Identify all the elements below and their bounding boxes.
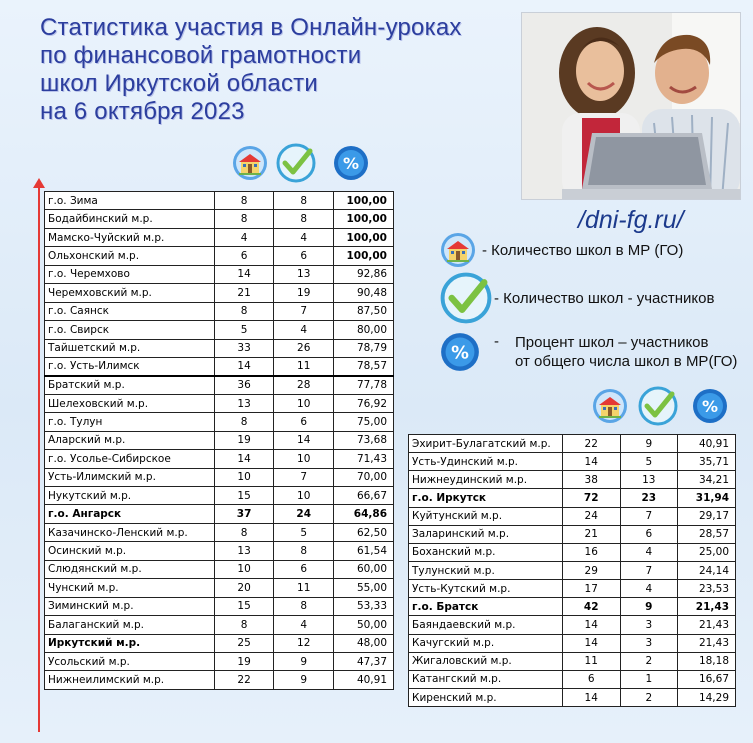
table-row (45, 523, 394, 541)
participants-count-cell: 19 (274, 284, 334, 302)
percent-cell: 24,14 (678, 561, 736, 579)
percent-cell: 29,17 (678, 507, 736, 525)
percent-cell: 21,43 (678, 598, 736, 616)
page-title (40, 14, 520, 126)
district-name-cell: Боханский м.р. (409, 543, 563, 561)
district-name-cell: г.о. Черемхово (45, 265, 215, 283)
participants-count-cell: 9 (274, 652, 334, 670)
schools-count-cell: 6 (214, 247, 274, 265)
schools-count-cell: 37 (214, 505, 274, 523)
percent-cell: 80,00 (334, 321, 394, 339)
district-name-cell: г.о. Иркутск (409, 489, 563, 507)
participants-count-cell: 8 (274, 542, 334, 560)
percent-cell: 75,00 (334, 413, 394, 431)
district-name-cell: Шелеховский м.р. (45, 394, 215, 412)
percent-cell: 71,43 (334, 450, 394, 468)
schools-count-cell: 8 (214, 210, 274, 228)
table-row (45, 468, 394, 486)
participants-count-cell: 14 (274, 431, 334, 449)
table-row (45, 487, 394, 505)
district-name-cell: Качугский м.р. (409, 634, 563, 652)
schools-count-cell: 19 (214, 431, 274, 449)
legend-participants (440, 272, 714, 324)
percent-cell: 48,00 (334, 634, 394, 652)
table-row (45, 228, 394, 246)
schools-count-cell: 15 (214, 487, 274, 505)
district-name-cell: Куйтунский м.р. (409, 507, 563, 525)
participants-count-cell: 7 (620, 507, 678, 525)
table-row (409, 616, 736, 634)
percent-cell: 50,00 (334, 616, 394, 634)
schools-count-cell: 8 (214, 302, 274, 320)
schools-count-cell: 14 (214, 357, 274, 375)
percent-cell: 28,57 (678, 525, 736, 543)
participants-count-cell: 5 (274, 523, 334, 541)
schools-count-cell: 6 (562, 670, 620, 688)
district-name-cell: Братский м.р. (45, 376, 215, 394)
district-name-cell: Иркутский м.р. (45, 634, 215, 652)
district-name-cell: Черемховский м.р. (45, 284, 215, 302)
legend-participants-text: - Количество школ - участников (494, 289, 715, 307)
schools-count-cell: 16 (562, 543, 620, 561)
district-name-cell: Осинский м.р. (45, 542, 215, 560)
participants-count-cell: 6 (274, 247, 334, 265)
table-row (45, 450, 394, 468)
schools-count-cell: 42 (562, 598, 620, 616)
participants-count-cell: 9 (620, 435, 678, 453)
district-name-cell: Усть-Кутский м.р. (409, 580, 563, 598)
percent-cell: 100,00 (334, 228, 394, 246)
schools-count-cell: 19 (214, 652, 274, 670)
district-name-cell: Нижнеудинский м.р. (409, 471, 563, 489)
participants-count-cell: 3 (620, 634, 678, 652)
participants-count-cell: 2 (620, 652, 678, 670)
table-row (45, 671, 394, 689)
participants-count-cell: 9 (620, 598, 678, 616)
schools-count-cell: 5 (214, 321, 274, 339)
table-row (45, 210, 394, 228)
website-link[interactable]: /dni-fg.ru/ (578, 206, 684, 234)
percent-cell: 77,78 (334, 376, 394, 394)
legend-percent-dash: - (494, 333, 499, 350)
table-row (409, 670, 736, 688)
students-laptop-photo (521, 12, 741, 200)
legend-percent (440, 332, 737, 372)
table-row (45, 265, 394, 283)
table-row (409, 634, 736, 652)
participants-count-cell: 13 (620, 471, 678, 489)
table-row (45, 542, 394, 560)
participants-count-cell: 8 (274, 597, 334, 615)
schools-count-cell: 10 (214, 560, 274, 578)
percent-cell: 73,68 (334, 431, 394, 449)
participants-count-cell: 11 (274, 579, 334, 597)
district-name-cell: Казачинско-Ленский м.р. (45, 523, 215, 541)
district-name-cell: Тулунский м.р. (409, 561, 563, 579)
table-row (45, 247, 394, 265)
participants-count-cell: 8 (274, 210, 334, 228)
district-name-cell: Нукутский м.р. (45, 487, 215, 505)
table-row (45, 357, 394, 375)
participants-count-cell: 26 (274, 339, 334, 357)
schools-count-cell: 8 (214, 616, 274, 634)
percent-cell: 40,91 (678, 435, 736, 453)
percent-cell: 14,29 (678, 688, 736, 706)
percent-cell: 66,67 (334, 487, 394, 505)
participants-count-cell: 11 (274, 357, 334, 375)
schools-count-cell: 8 (214, 413, 274, 431)
district-name-cell: Киренский м.р. (409, 688, 563, 706)
schools-count-cell: 14 (214, 450, 274, 468)
participants-count-cell: 28 (274, 376, 334, 394)
participants-count-cell: 7 (274, 468, 334, 486)
percent-cell: 21,43 (678, 616, 736, 634)
table-row (45, 339, 394, 357)
table-row (45, 376, 394, 394)
participants-count-cell: 6 (274, 560, 334, 578)
schools-count-cell: 14 (562, 688, 620, 706)
district-name-cell: г.о. Свирск (45, 321, 215, 339)
participants-count-cell: 1 (620, 670, 678, 688)
district-name-cell: Усть-Илимский м.р. (45, 468, 215, 486)
district-name-cell: Заларинский м.р. (409, 525, 563, 543)
participants-count-cell: 23 (620, 489, 678, 507)
schools-count-cell: 13 (214, 542, 274, 560)
district-name-cell: Слюдянский м.р. (45, 560, 215, 578)
percent-cell: 87,50 (334, 302, 394, 320)
district-name-cell: г.о. Тулун (45, 413, 215, 431)
district-name-cell: Нижнеилимский м.р. (45, 671, 215, 689)
schools-count-cell: 20 (214, 579, 274, 597)
schools-count-cell: 25 (214, 634, 274, 652)
participants-count-cell: 13 (274, 265, 334, 283)
title-line-4: на 6 октября 2023 (40, 98, 245, 125)
participants-count-cell: 6 (274, 413, 334, 431)
participants-count-cell: 4 (274, 321, 334, 339)
table-row (409, 471, 736, 489)
participants-count-cell: 9 (274, 671, 334, 689)
table-row (409, 489, 736, 507)
schools-count-cell: 11 (562, 652, 620, 670)
participants-count-cell: 8 (274, 192, 334, 210)
percent-icon (692, 388, 728, 424)
school-icon (440, 232, 476, 268)
district-name-cell: Аларский м.р. (45, 431, 215, 449)
percent-cell: 35,71 (678, 453, 736, 471)
participants-count-cell: 4 (620, 543, 678, 561)
schools-count-cell: 8 (214, 192, 274, 210)
participants-count-cell: 4 (620, 580, 678, 598)
participants-count-cell: 24 (274, 505, 334, 523)
percent-cell: 61,54 (334, 542, 394, 560)
table-row (45, 321, 394, 339)
schools-count-cell: 14 (214, 265, 274, 283)
percent-icon (333, 145, 369, 181)
table-row (45, 616, 394, 634)
percent-cell: 78,57 (334, 357, 394, 375)
district-name-cell: Тайшетский м.р. (45, 339, 215, 357)
district-name-cell: г.о. Ангарск (45, 505, 215, 523)
svg-text:%: % (342, 154, 360, 173)
checkmark-icon (276, 143, 316, 183)
school-icon (592, 388, 628, 424)
district-name-cell: Зиминский м.р. (45, 597, 215, 615)
percent-cell: 31,94 (678, 489, 736, 507)
schools-count-cell: 4 (214, 228, 274, 246)
legend-schools-text: - Количество школ в МР (ГО) (482, 241, 684, 259)
percent-cell: 62,50 (334, 523, 394, 541)
legend-percent-text (515, 333, 737, 371)
district-name-cell: Чунский м.р. (45, 579, 215, 597)
schools-count-cell: 22 (214, 671, 274, 689)
percent-cell: 60,00 (334, 560, 394, 578)
schools-count-cell: 17 (562, 580, 620, 598)
legend-schools (440, 232, 683, 268)
percent-cell: 34,21 (678, 471, 736, 489)
schools-count-cell: 14 (562, 634, 620, 652)
schools-count-cell: 14 (562, 616, 620, 634)
district-name-cell: Бодайбинский м.р. (45, 210, 215, 228)
percent-cell: 64,86 (334, 505, 394, 523)
percent-cell: 100,00 (334, 247, 394, 265)
participants-count-cell: 2 (620, 688, 678, 706)
district-name-cell: Балаганский м.р. (45, 616, 215, 634)
percent-cell: 55,00 (334, 579, 394, 597)
table-row (409, 507, 736, 525)
table-row (45, 597, 394, 615)
table-row (409, 453, 736, 471)
participants-count-cell: 10 (274, 487, 334, 505)
checkmark-icon (440, 272, 492, 324)
ranking-arrow-line (38, 186, 40, 732)
legend-percent-line-2: от общего числа школ в МР(ГО) (515, 353, 738, 370)
schools-count-cell: 14 (562, 453, 620, 471)
schools-count-cell: 13 (214, 394, 274, 412)
table-row (409, 688, 736, 706)
participants-count-cell: 12 (274, 634, 334, 652)
percent-cell: 100,00 (334, 210, 394, 228)
schools-count-cell: 8 (214, 523, 274, 541)
table-row (45, 560, 394, 578)
table-row (409, 580, 736, 598)
schools-count-cell: 21 (214, 284, 274, 302)
left-statistics-table (44, 191, 394, 690)
schools-count-cell: 10 (214, 468, 274, 486)
schools-count-cell: 72 (562, 489, 620, 507)
checkmark-icon (638, 386, 678, 426)
table-row (45, 284, 394, 302)
district-name-cell: г.о. Зима (45, 192, 215, 210)
percent-cell: 78,79 (334, 339, 394, 357)
percent-cell: 53,33 (334, 597, 394, 615)
percent-cell: 90,48 (334, 284, 394, 302)
table-row (409, 543, 736, 561)
svg-text:%: % (701, 397, 719, 416)
svg-text:%: % (451, 343, 469, 364)
participants-count-cell: 5 (620, 453, 678, 471)
table-row (409, 598, 736, 616)
participants-count-cell: 10 (274, 450, 334, 468)
district-name-cell: г.о. Саянск (45, 302, 215, 320)
title-line-2: по финансовой грамотности (40, 42, 362, 69)
percent-cell: 92,86 (334, 265, 394, 283)
schools-count-cell: 22 (562, 435, 620, 453)
percent-cell: 100,00 (334, 192, 394, 210)
right-statistics-table (408, 434, 736, 707)
table-row (45, 634, 394, 652)
table-row (409, 525, 736, 543)
district-name-cell: г.о. Усть-Илимск (45, 357, 215, 375)
schools-count-cell: 24 (562, 507, 620, 525)
district-name-cell: г.о. Братск (409, 598, 563, 616)
district-name-cell: Эхирит-Булагатский м.р. (409, 435, 563, 453)
percent-cell: 18,18 (678, 652, 736, 670)
percent-cell: 40,91 (334, 671, 394, 689)
district-name-cell: Усольский м.р. (45, 652, 215, 670)
table-row (45, 302, 394, 320)
table-row (45, 192, 394, 210)
students-photo-illustration (522, 13, 740, 199)
district-name-cell: г.о. Усолье-Сибирское (45, 450, 215, 468)
percent-cell: 70,00 (334, 468, 394, 486)
schools-count-cell: 15 (214, 597, 274, 615)
schools-count-cell: 36 (214, 376, 274, 394)
percent-cell: 76,92 (334, 394, 394, 412)
percent-cell: 25,00 (678, 543, 736, 561)
schools-count-cell: 29 (562, 561, 620, 579)
school-icon (232, 145, 268, 181)
table-row (409, 435, 736, 453)
percent-cell: 16,67 (678, 670, 736, 688)
table-row (45, 652, 394, 670)
participants-count-cell: 3 (620, 616, 678, 634)
participants-count-cell: 7 (620, 561, 678, 579)
percent-cell: 23,53 (678, 580, 736, 598)
participants-count-cell: 7 (274, 302, 334, 320)
schools-count-cell: 38 (562, 471, 620, 489)
district-name-cell: Катангский м.р. (409, 670, 563, 688)
table-row (45, 413, 394, 431)
schools-count-cell: 21 (562, 525, 620, 543)
participants-count-cell: 4 (274, 228, 334, 246)
district-name-cell: Жигаловский м.р. (409, 652, 563, 670)
percent-cell: 47,37 (334, 652, 394, 670)
legend-percent-line-1: Процент школ – участников (515, 334, 709, 351)
schools-count-cell: 33 (214, 339, 274, 357)
table-row (45, 394, 394, 412)
district-name-cell: Ольхонский м.р. (45, 247, 215, 265)
table-row (409, 652, 736, 670)
participants-count-cell: 10 (274, 394, 334, 412)
district-name-cell: Мамско-Чуйский м.р. (45, 228, 215, 246)
table-row (409, 561, 736, 579)
participants-count-cell: 4 (274, 616, 334, 634)
title-line-1: Статистика участия в Онлайн-уроках (40, 14, 462, 41)
district-name-cell: Баяндаевский м.р. (409, 616, 563, 634)
table-row (45, 505, 394, 523)
table-row (45, 579, 394, 597)
table-row (45, 431, 394, 449)
title-line-3: школ Иркутской области (40, 70, 318, 97)
participants-count-cell: 6 (620, 525, 678, 543)
percent-icon (440, 332, 480, 372)
percent-cell: 21,43 (678, 634, 736, 652)
district-name-cell: Усть-Удинский м.р. (409, 453, 563, 471)
